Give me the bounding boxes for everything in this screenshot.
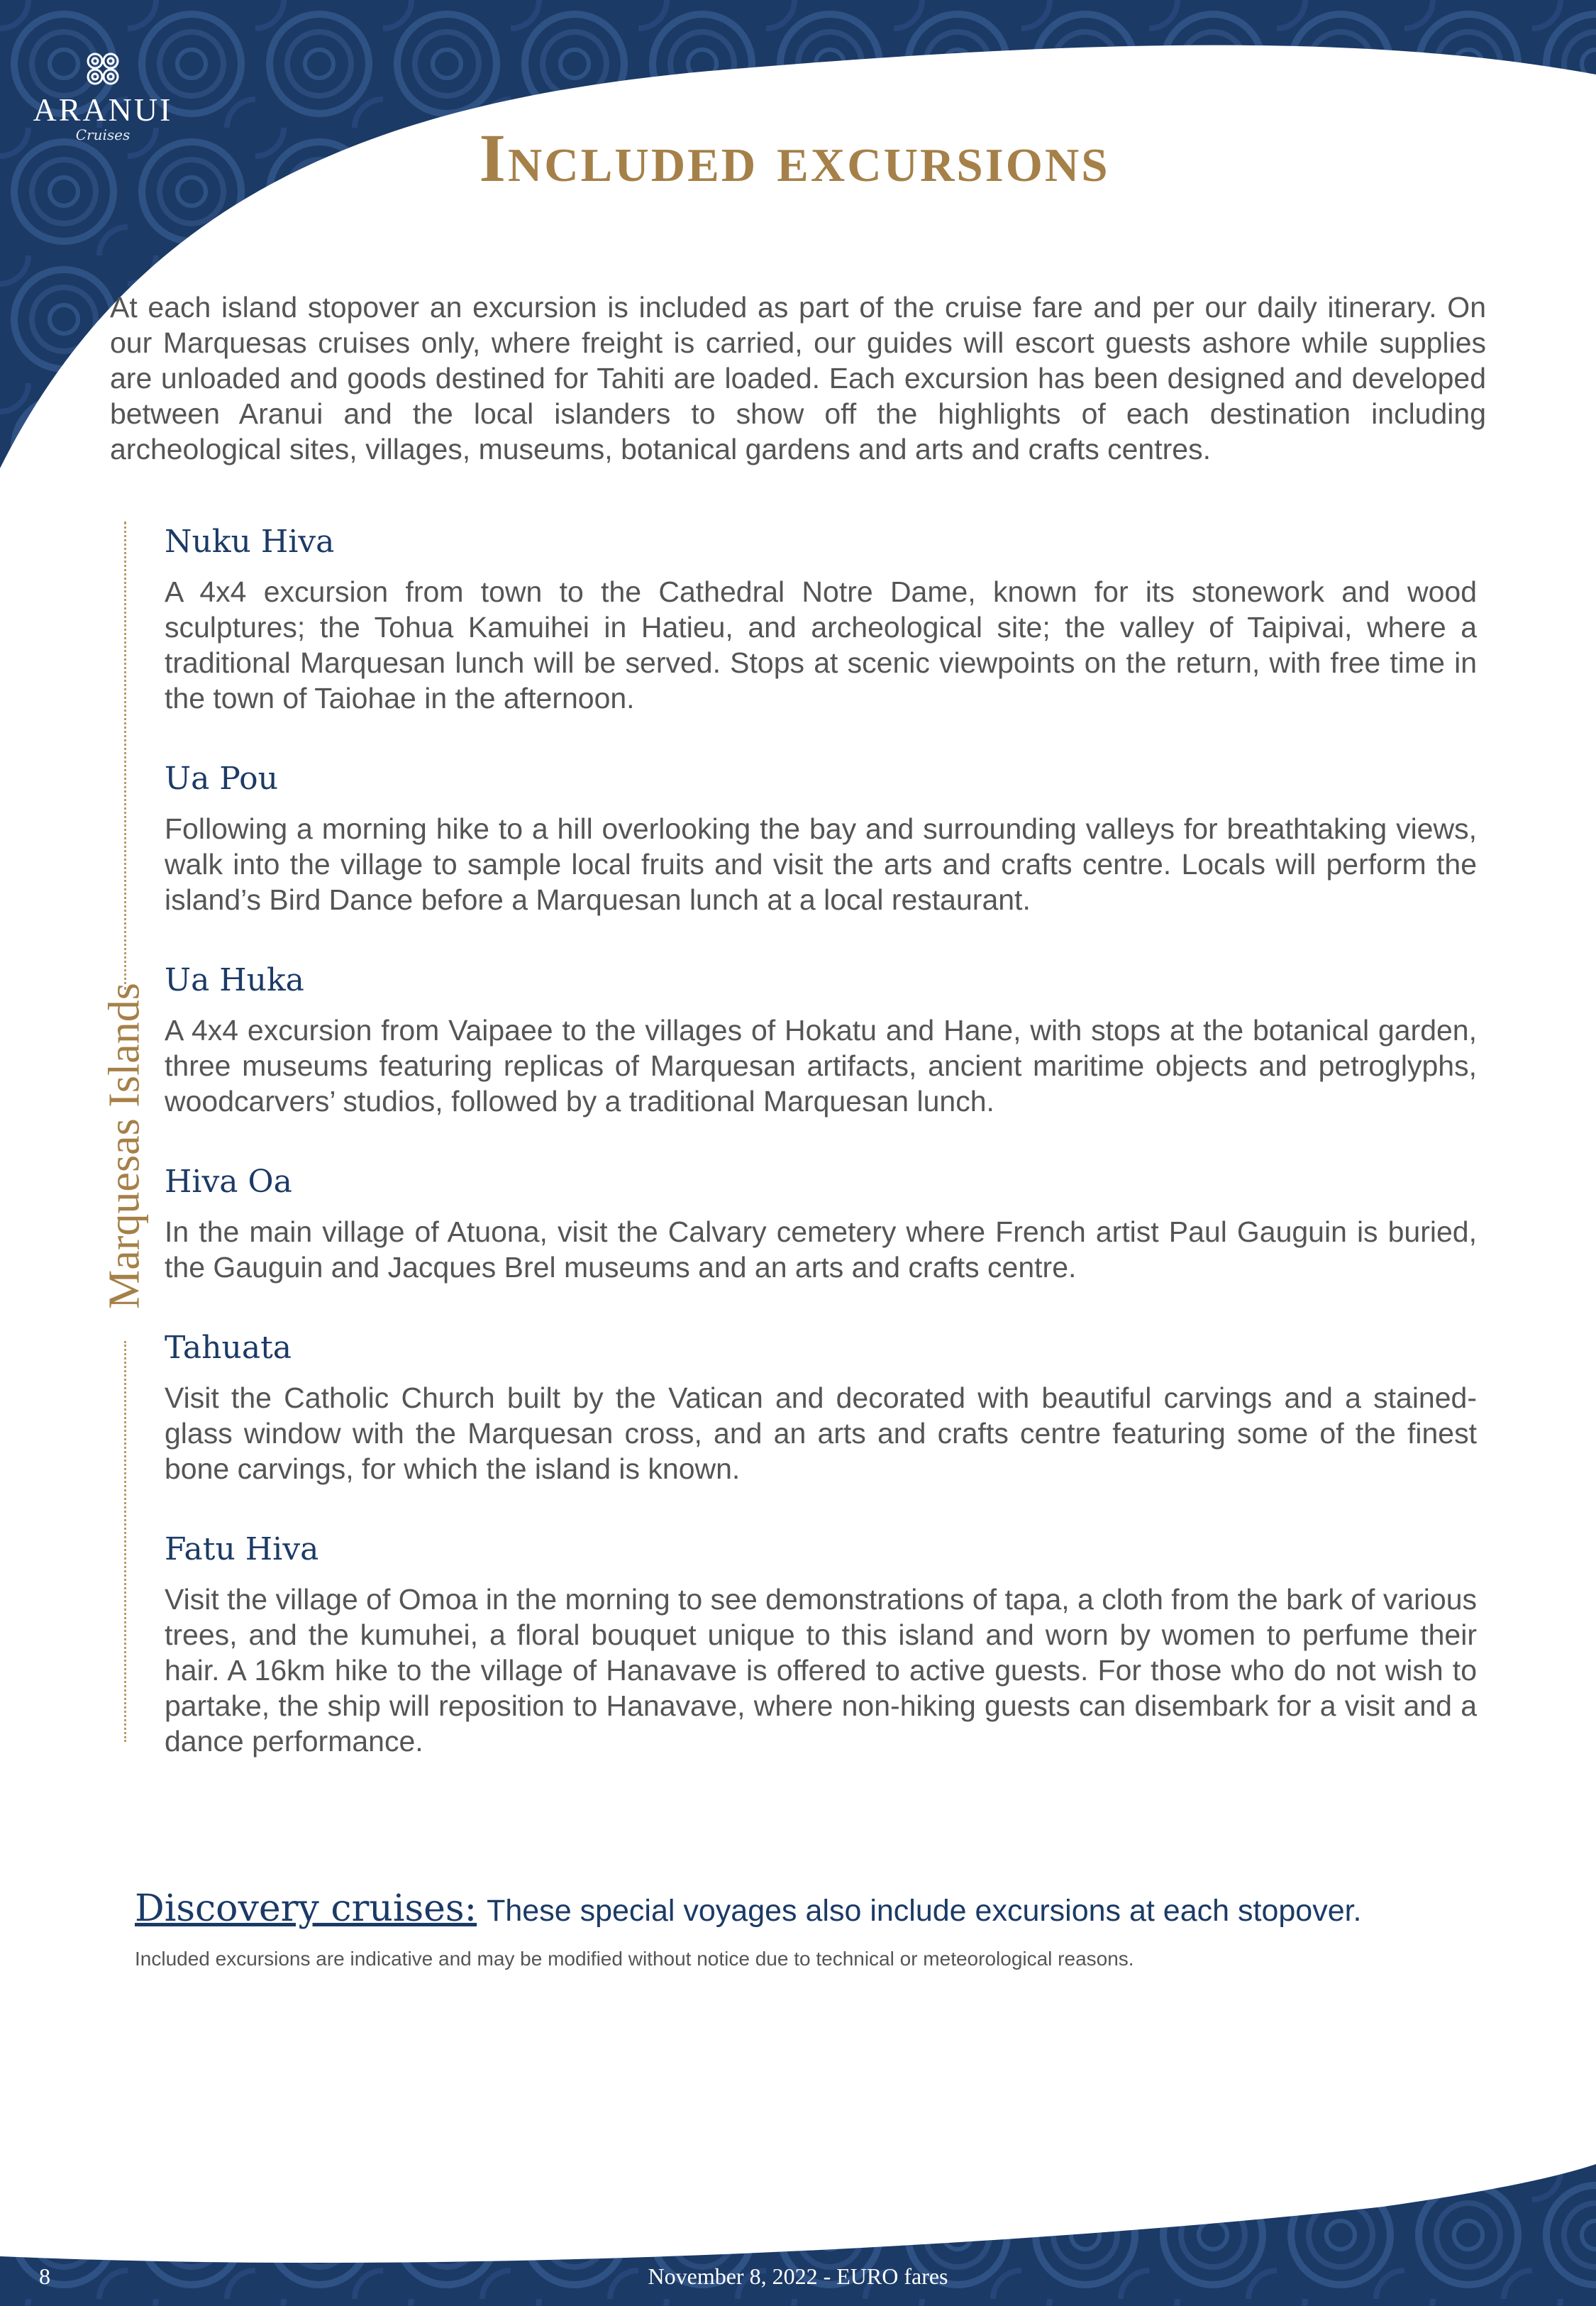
page-number: 8 (39, 2263, 50, 2289)
island-description: Visit the village of Omoa in the morning to see demonstrations of tapa, a cloth from the bark of various trees, and the kumuhei, a floral bouquet unique to this island and worn by women to perfume their hair. A 16km hike to the village of Hanavave is offered to active guests. For those who do not wish to partake, the ship will reposition to Hanavave, where non-hiking guests can disembark for a visit and a dance performance. (165, 1583, 1477, 1758)
intro-paragraph: At each island stopover an excursion is included as part of the cruise fare and per our daily itinerary. On our Marquesas cruises only, where freight is carried, our guides will escort guests ashore while supplies are unloaded and goods destined for Tahiti are loaded. Each excursion has been designed and developed between Aranui and the local islanders to show off the highlights of each destination including archeological sites, villages, museums, botanical gardens and arts and crafts centres. (110, 291, 1486, 465)
discovery-callout (135, 1887, 1483, 1930)
island-description: In the main village of Atuona, visit the Calvary cemetery where French artist Paul Gauguin is buried, the Gauguin and Jacques Brel museums and an arts and crafts centre. (165, 1215, 1477, 1284)
island-description: Following a morning hike to a hill overlooking the bay and surrounding valleys for breathtaking views, walk into the village to sample local fruits and visit the arts and crafts centre. Locals will perform the island’s Bird Dance before a Marquesan lunch at a local restaurant. (165, 812, 1477, 916)
island-name: Nuku Hiva (165, 524, 335, 560)
disclaimer: Included excursions are indicative and may be modified without notice due to technical or meteorological reasons. (135, 1948, 1134, 1970)
page-title: Included excursions (479, 120, 1110, 196)
footer-date: November 8, 2022 - EURO fares (648, 2263, 948, 2289)
island-fatu-hiva (165, 1529, 1477, 1759)
brand-tagline: Cruises (75, 126, 131, 143)
island-ua-pou (165, 758, 1477, 917)
discovery-label: Discovery cruises: (135, 1887, 477, 1930)
island-description: A 4x4 excursion from town to the Cathedral Notre Dame, known for its stonework and wood sculptures; the Tohua Kamuihei in Hatieu, and archeological site; the valley of Taipivai, where a traditional Marquesan lunch will be served. Stops at scenic viewpoints on the return, with free time in the town of Taiohae in the afternoon. (165, 575, 1477, 715)
side-rule-top (124, 522, 126, 990)
island-nuku-hiva (165, 522, 1477, 716)
island-hiva-oa (165, 1162, 1477, 1285)
island-name: Ua Pou (165, 761, 278, 797)
side-rule-bottom (124, 1341, 126, 1742)
island-ua-huka (165, 960, 1477, 1119)
discovery-text: These special voyages also include excursions at each stopover. (487, 1894, 1362, 1928)
section-label: Marquesas Islands (100, 983, 149, 1309)
island-description: A 4x4 excursion from Vaipaee to the villages of Hokatu and Hane, with stops at the botanical garden, three museums featuring replicas of Marquesan artifacts, ancient maritime objects and petroglyphs, woodcarvers’ studios, followed by a traditional Marquesan lunch. (165, 1014, 1477, 1118)
island-tahuata (165, 1328, 1477, 1486)
island-description: Visit the Catholic Church built by the Vatican and decorated with beautiful carvings and a stained-glass window with the Marquesan cross, and an arts and crafts centre featuring some of the finest bone carvings, for which the island is known. (165, 1381, 1477, 1485)
brand-name: ARANUI (33, 92, 173, 128)
island-name: Tahuata (165, 1330, 292, 1366)
island-list (165, 522, 1477, 1802)
island-name: Hiva Oa (165, 1164, 292, 1200)
brand-logo (28, 50, 177, 142)
aranui-emblem-icon (84, 50, 122, 88)
island-name: Ua Huka (165, 962, 304, 998)
island-name: Fatu Hiva (165, 1531, 319, 1567)
